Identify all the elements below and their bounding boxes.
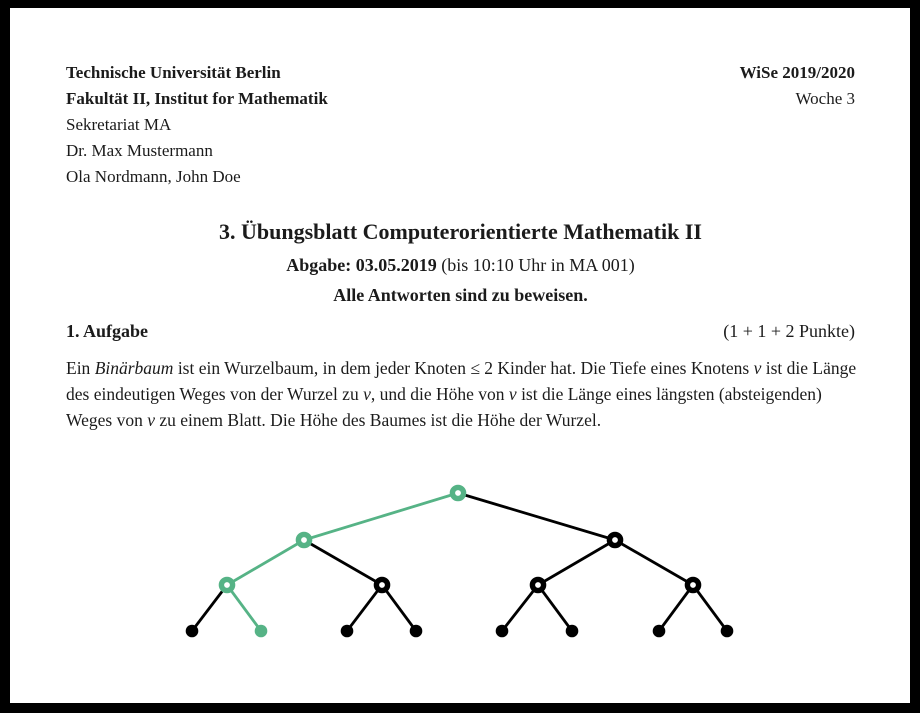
tree-edge-n1l-n2b bbox=[304, 540, 382, 585]
sheet-header bbox=[66, 60, 855, 190]
week-label: Woche 3 bbox=[795, 89, 855, 108]
tree-edge-n2b-l3 bbox=[347, 585, 382, 631]
deadline-line bbox=[66, 250, 855, 280]
tree-edge-n1r-n2d bbox=[615, 540, 693, 585]
tree-edge-root-n1r bbox=[458, 493, 615, 540]
text-segment: ist die Länge des eindeutigen Weges von der Wurzel zu bbox=[66, 358, 857, 404]
task-row bbox=[66, 316, 855, 346]
header-institution-block bbox=[66, 60, 328, 190]
term-label: WiSe 2019/2020 bbox=[739, 63, 855, 82]
math-var-v: v bbox=[363, 384, 371, 404]
tree-node-n2a bbox=[221, 579, 232, 590]
text-segment: zu einem Blatt. Die Höhe des Baumes ist die Höhe der Wurzel. bbox=[155, 410, 602, 430]
tree-edge-root-n1l bbox=[304, 493, 458, 540]
exercise-sheet-page bbox=[10, 8, 910, 703]
tree-node-l4 bbox=[410, 625, 423, 638]
task-label: 1. Aufgabe bbox=[66, 321, 149, 341]
text-segment: ist ein Wurzelbaum, in dem jeder Knoten ≤ 2 Kinder hat. Die Tiefe eines Knotens bbox=[173, 358, 754, 378]
text-segment: Ein bbox=[66, 358, 95, 378]
tree-node-n1l bbox=[298, 534, 309, 545]
sheet-title: 3. Übungsblatt Computerorientierte Mathematik II bbox=[219, 219, 702, 244]
math-var-v: v bbox=[508, 384, 517, 404]
page-content bbox=[10, 8, 910, 433]
proof-note: Alle Antworten sind zu beweisen. bbox=[333, 285, 588, 305]
tree-node-l7 bbox=[653, 625, 666, 638]
math-var-v: v bbox=[753, 358, 762, 378]
secretariat: Sekretariat MA bbox=[66, 115, 172, 134]
tree-node-n2d bbox=[687, 579, 698, 590]
lecturer-name: Dr. Max Mustermann bbox=[66, 141, 213, 160]
text-segment: ist die Länge eines längsten (absteigenden) Weges von bbox=[66, 384, 822, 430]
tree-edge-n1l-n2a bbox=[227, 540, 304, 585]
header-term-block bbox=[740, 60, 855, 112]
tree-node-l2 bbox=[255, 625, 268, 638]
tree-edge-n2d-l8 bbox=[693, 585, 727, 631]
faculty-name: Fakultät II, Institut for Mathematik bbox=[66, 89, 328, 108]
task-description bbox=[66, 355, 861, 433]
tree-node-l5 bbox=[496, 625, 509, 638]
tree-edge-n2d-l7 bbox=[659, 585, 693, 631]
tree-node-n1r bbox=[609, 534, 620, 545]
tree-node-l1 bbox=[186, 625, 199, 638]
tree-node-l3 bbox=[341, 625, 354, 638]
tree-edge-n2c-l6 bbox=[538, 585, 572, 631]
deadline-details: (bis 10:10 Uhr in MA 001) bbox=[436, 255, 635, 275]
tree-edge-n2b-l4 bbox=[382, 585, 416, 631]
tree-node-l6 bbox=[566, 625, 579, 638]
tree-node-n2b bbox=[376, 579, 387, 590]
task-points: (1 + 1 + 2 Punkte) bbox=[723, 321, 855, 341]
assistants-names: Ola Nordmann, John Doe bbox=[66, 167, 241, 186]
tree-edge-n2c-l5 bbox=[502, 585, 538, 631]
deadline-date: Abgabe: 03.05.2019 bbox=[286, 255, 437, 275]
tree-node-l8 bbox=[721, 625, 734, 638]
term-binaerbaum: Binärbaum bbox=[94, 358, 174, 378]
text-segment: , und die Höhe von bbox=[370, 384, 509, 404]
math-var-v: v bbox=[147, 410, 155, 430]
tree-edge-n2a-l2 bbox=[227, 585, 261, 631]
tree-edge-n2a-l1 bbox=[192, 585, 227, 631]
tree-node-n2c bbox=[532, 579, 543, 590]
tree-edge-n1r-n2c bbox=[538, 540, 615, 585]
binary-tree-figure bbox=[150, 470, 770, 655]
institution-name: Technische Universität Berlin bbox=[66, 63, 281, 82]
tree-node-root bbox=[452, 487, 463, 498]
